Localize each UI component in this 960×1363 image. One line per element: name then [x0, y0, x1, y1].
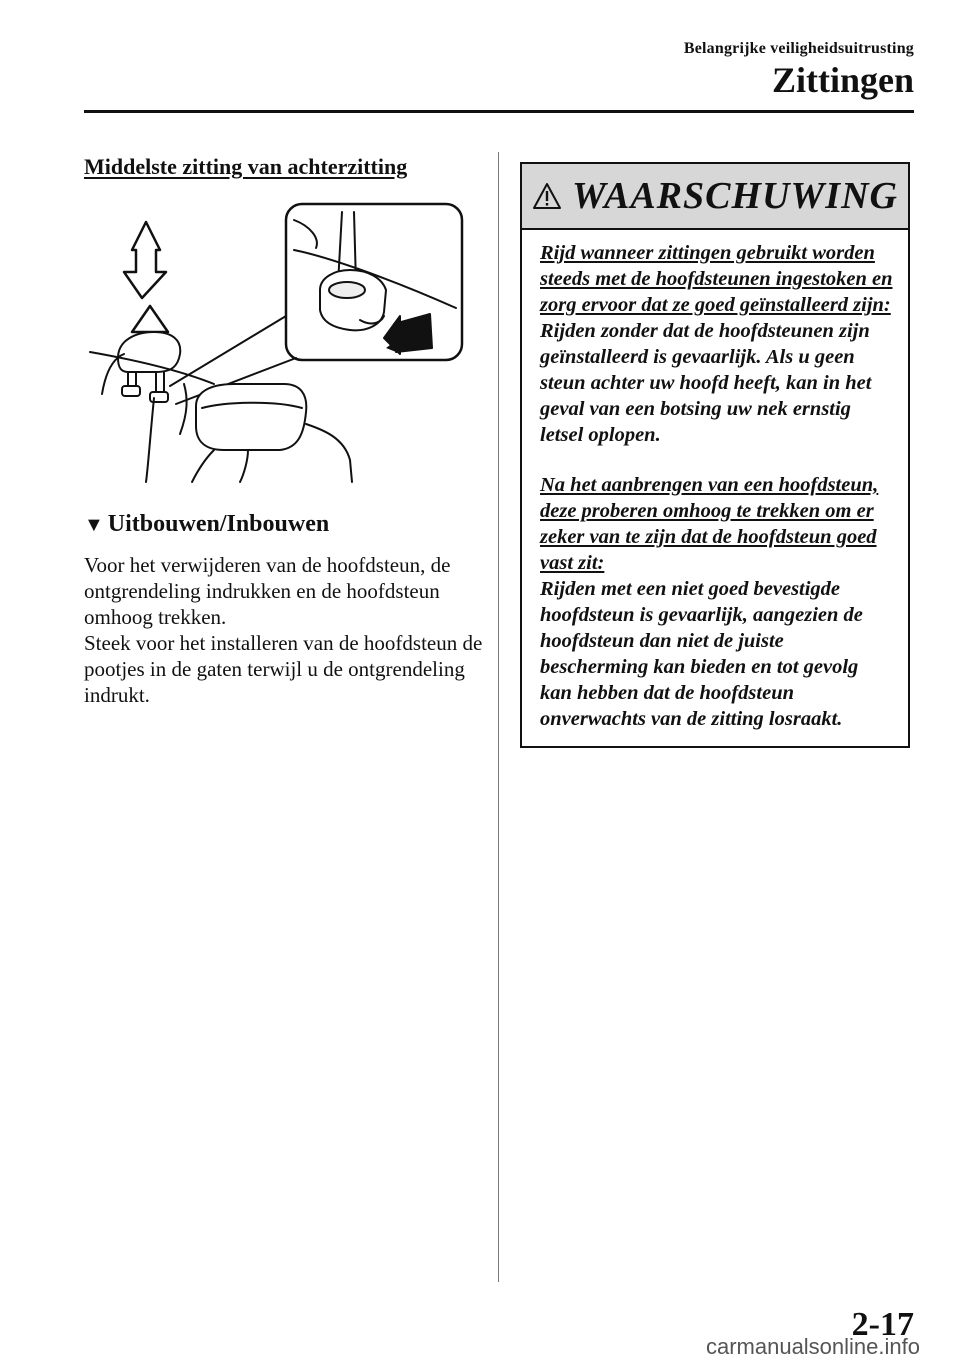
warning-body	[522, 230, 908, 732]
section-heading: Middelste zitting van achterzitting	[84, 154, 408, 179]
triangle-marker-icon: ▼	[84, 514, 104, 536]
warning-title: WAARSCHUWING	[572, 175, 898, 217]
header-section-label: Belangrijke veiligheidsuitrusting	[683, 40, 914, 57]
warning-header	[522, 164, 908, 230]
instructions-text: Voor het verwijderen van de hoofdsteun, de ontgrendeling indrukken en de hoofdsteun omhoog trekken. Steek voor het installeren van de hoofdsteun de pootjes in de gaten terwijl u de ontgrendeling indrukt.	[84, 553, 483, 707]
column-divider	[498, 152, 499, 1282]
warning-block2-underlined: Na het aanbrengen van een hoofdsteun, deze proberen omhoog te trekken om er zeker van te zijn dat de hoofdsteun goed vast zit:	[540, 474, 879, 574]
header-divider	[84, 110, 914, 113]
warning-block2-text: Rijden met een niet goed bevestigde hoofdsteun is gevaarlijk, aangezien de hoofdsteun dan niet de juiste bescherming kan bieden en tot gevolg kan hebben dat de hoofdsteun onverwachts van de zitting losraakt.	[540, 578, 863, 730]
paragraph-gap	[540, 448, 894, 472]
warning-block1-underlined: Rijd wanneer zittingen gebruikt worden steeds met de hoofdsteunen ingestoken en zorg ervoor dat ze goed geïnstalleerd zijn:	[540, 242, 893, 316]
warning-triangle-icon	[532, 182, 562, 210]
subheading-label: Uitbouwen/Inbouwen	[107, 511, 330, 537]
page-title: Zittingen	[771, 60, 914, 100]
warning-block1-text: Rijden zonder dat de hoofdsteunen zijn geïnstalleerd is gevaarlijk. Als u geen steun achter uw hoofd heeft, kan in het geval van een botsing uw nek ernstig letsel oplopen.	[540, 320, 872, 446]
watermark: carmanualsonline.info	[705, 1334, 920, 1359]
warning-box	[520, 162, 910, 748]
page-number: 2-17	[851, 1306, 914, 1343]
left-column	[84, 152, 484, 707]
headrest-removal-illustration	[84, 198, 484, 498]
subheading	[84, 508, 329, 541]
